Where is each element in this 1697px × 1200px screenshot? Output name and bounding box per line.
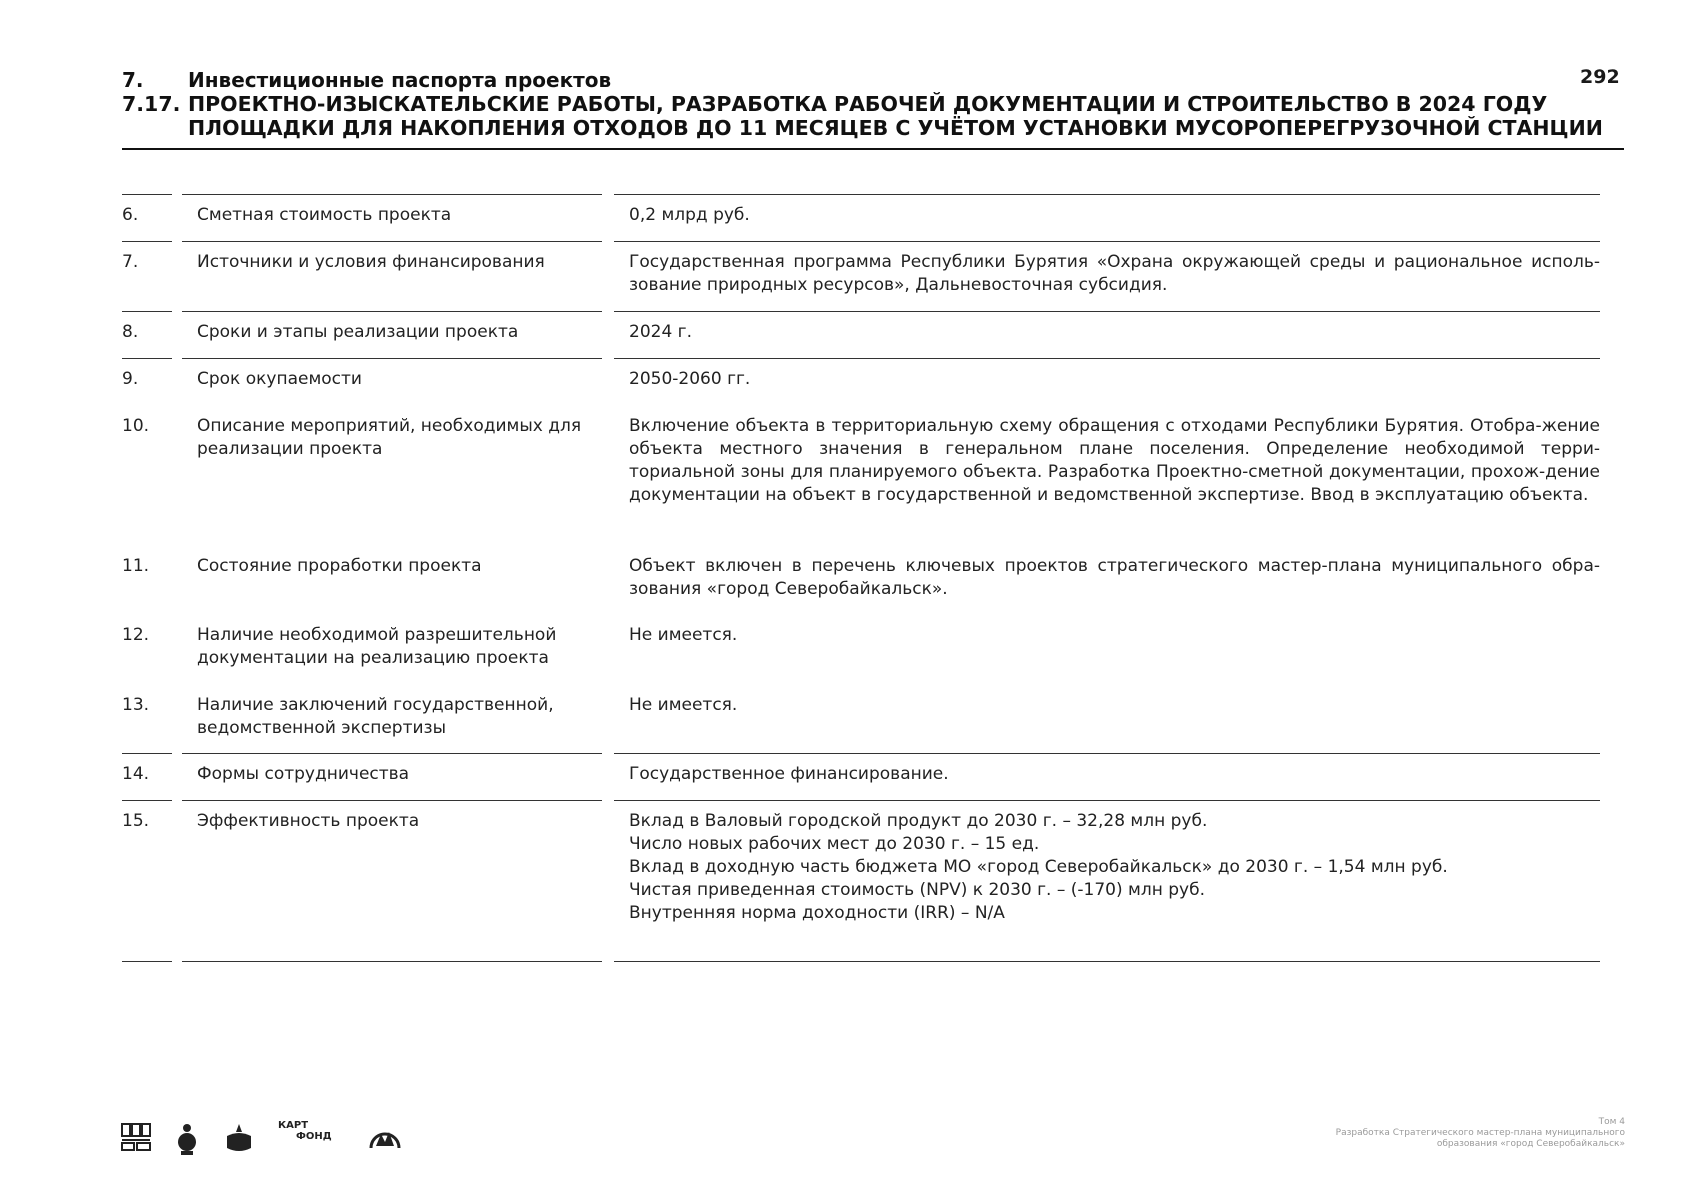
row-label: Наличие заключений государственной, ведомственной экспертизы [197,695,554,738]
row-number: 11. [122,556,150,576]
row-divider [122,800,172,801]
row-number: 8. [122,322,139,342]
effectiveness-line: Число новых рабочих мест до 2030 г. – 15 ед. [629,834,1040,854]
row-divider [614,194,1600,195]
effectiveness-line: Внутренняя норма доходности (IRR) – N/A [629,903,1005,923]
city-emblem-logo [224,1122,254,1154]
row-label: Источники и условия финансирования [197,252,545,272]
row-label: Сроки и этапы реализации проекта [197,322,519,342]
row-divider [122,194,172,195]
row-value: 0,2 млрд руб. [629,205,750,225]
page-header [122,68,1624,140]
subsection-title-line2: ПЛОЩАДКИ ДЛЯ НАКОПЛЕНИЯ ОТХОДОВ ДО 11 МЕСЯЦЕВ С УЧЁТОМ УСТАНОВКИ МУСОРОПЕРЕГРУЗОЧНОЙ СТАНЦИИ [188,116,1603,140]
row-divider [614,358,1600,359]
subsection-title-line1: ПРОЕКТНО-ИЗЫСКАТЕЛЬСКИЕ РАБОТЫ, РАЗРАБОТКА РАБОЧЕЙ ДОКУМЕНТАЦИИ И СТРОИТЕЛЬСТВО В 2024 ГОДУ [188,92,1548,116]
row-value: Объект включен в перечень ключевых проектов стратегического мастер-плана муниципального обра-зования «город Северобайкальск». [629,556,1600,599]
table-bottom-divider [122,961,172,962]
subsection-heading [122,92,1624,116]
row-divider [614,241,1600,242]
row-divider [182,800,602,801]
karta-fond-logo-line2: ФОНД [296,1131,332,1142]
row-divider [182,194,602,195]
row-label: Срок окупаемости [197,369,362,389]
row-divider [182,753,602,754]
row-number: 7. [122,252,139,272]
dom-rf-logo [120,1122,152,1152]
row-number: 13. [122,695,150,715]
section-number: 7. [122,68,144,92]
row-value: 2050-2060 гг. [629,369,751,389]
row-label: Наличие необходимой разрешительной документации на реализацию проекта [197,625,557,668]
section-heading [122,68,1624,92]
effectiveness-line: Вклад в доходную часть бюджета МО «город Северобайкальск» до 2030 г. – 1,54 млн руб. [629,857,1448,877]
row-value: Включение объекта в территориальную схему обращения с отходами Республики Бурятия. Отобра-жение объекта местного значения в генеральном плане поселения. Определение необходимой терри-ториальной зоны для планируемого объекта. Разработка Проектно-сметной документации, прохож-дение документации на объект в государственной и ведомственной экспертизе. Ввод в эксплуатацию объекта. [629,416,1600,505]
row-value: Не имеется. [629,695,738,715]
row-label: Эффективность проекта [197,811,420,831]
table-bottom-divider [614,961,1600,962]
row-value [629,810,1600,925]
row-divider [614,800,1600,801]
row-value: 2024 г. [629,322,693,342]
section-title: Инвестиционные паспорта проектов [188,68,612,92]
row-number: 15. [122,811,150,831]
subsection-heading-cont [122,116,1624,140]
row-divider [182,241,602,242]
row-divider [614,311,1600,312]
row-divider [182,358,602,359]
row-number: 14. [122,764,150,784]
effectiveness-line: Чистая приведенная стоимость (NPV) к 2030 г. – (-170) млн руб. [629,880,1205,900]
row-value: Государственная программа Республики Бурятия «Охрана окружающей среды и рациональное исполь-зование природных ресурсов», Дальневосточная субсидия. [629,252,1600,295]
header-divider [122,148,1624,150]
circle-emblem-logo [368,1120,402,1154]
footer-doc-title-cont: образования «город Северобайкальск» [1436,1139,1625,1149]
karta-fond-logo [278,1120,332,1142]
karta-fond-logo-line1: КАРТ [278,1120,309,1131]
row-divider [122,753,172,754]
row-divider [182,311,602,312]
footer-caption [1205,1117,1625,1150]
footer-volume: Том 4 [1598,1117,1625,1127]
row-divider [614,753,1600,754]
subsection-number: 7.17. [122,92,181,116]
row-label: Формы сотрудничества [197,764,410,784]
row-value: Государственное финансирование. [629,764,949,784]
row-divider [122,311,172,312]
row-divider [122,358,172,359]
row-label: Описание мероприятий, необходимых для реализации проекта [197,416,582,459]
effectiveness-line: Вклад в Валовый городской продукт до 2030 г. – 32,28 млн руб. [629,811,1208,831]
row-number: 10. [122,416,150,436]
row-label: Состояние проработки проекта [197,556,482,576]
row-divider [122,241,172,242]
footer-doc-title: Разработка Стратегического мастер-плана муниципального [1335,1128,1625,1138]
row-number: 6. [122,205,139,225]
table-bottom-divider [182,961,602,962]
region-emblem-logo [176,1122,198,1156]
row-label: Сметная стоимость проекта [197,205,452,225]
row-number: 12. [122,625,150,645]
row-number: 9. [122,369,139,389]
page-number: 292 [1580,66,1620,88]
row-value: Не имеется. [629,625,738,645]
